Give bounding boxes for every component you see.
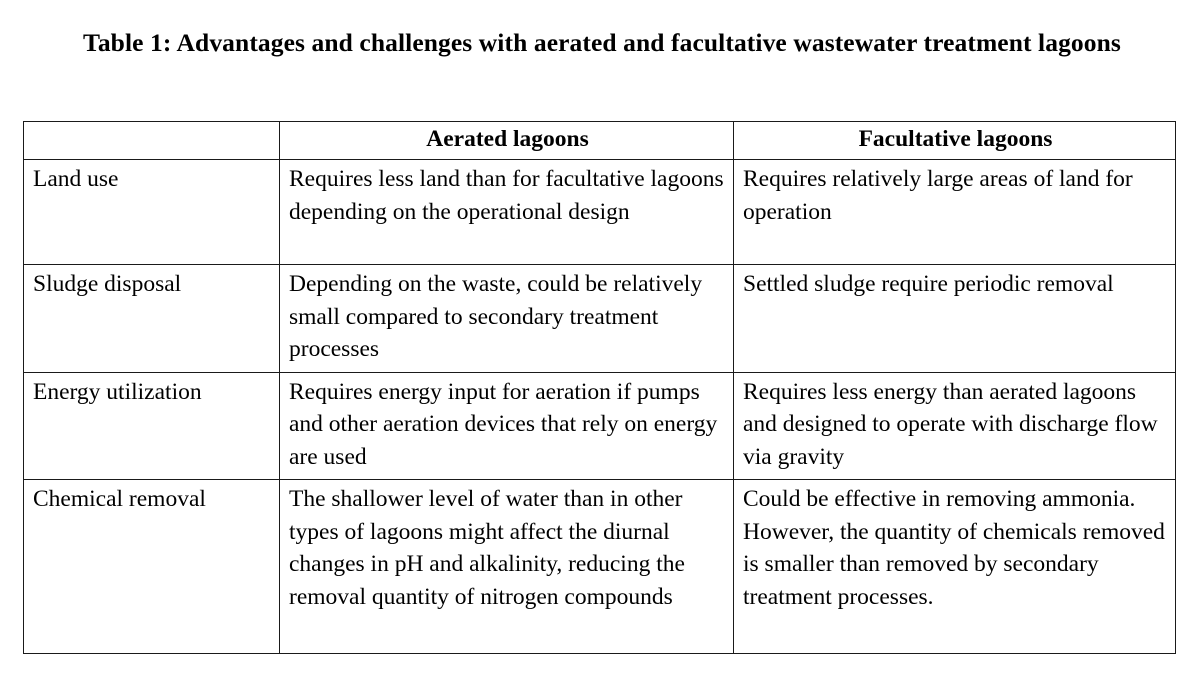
table-header bbox=[24, 122, 1176, 160]
cell-facultative-land-use: Requires relatively large areas of land for operation bbox=[734, 160, 1176, 265]
column-header-aerated: Aerated lagoons bbox=[280, 122, 734, 160]
table-row bbox=[24, 265, 1176, 373]
cell-facultative-energy-utilization: Requires less energy than aerated lagoons and designed to operate with discharge flow via gravity bbox=[734, 372, 1176, 480]
column-header-facultative: Facultative lagoons bbox=[734, 122, 1176, 160]
cell-facultative-sludge-disposal: Settled sludge require periodic removal bbox=[734, 265, 1176, 373]
row-label-energy-utilization: Energy utilization bbox=[24, 372, 280, 480]
cell-aerated-chemical-removal: The shallower level of water than in other types of lagoons might affect the diurnal changes in pH and alkalinity, reducing the removal quantity of nitrogen compounds bbox=[280, 480, 734, 654]
table-caption: Table 1: Advantages and challenges with aerated and facultative wastewater treatment lagoons bbox=[83, 28, 1121, 57]
cell-aerated-sludge-disposal: Depending on the waste, could be relatively small compared to secondary treatment processes bbox=[280, 265, 734, 373]
cell-aerated-energy-utilization: Requires energy input for aeration if pumps and other aeration devices that rely on energy are used bbox=[280, 372, 734, 480]
cell-aerated-land-use: Requires less land than for facultative lagoons depending on the operational design bbox=[280, 160, 734, 265]
table-row bbox=[24, 480, 1176, 654]
table-container bbox=[23, 121, 1175, 654]
cell-facultative-chemical-removal: Could be effective in removing ammonia. However, the quantity of chemicals removed is smaller than removed by secondary treatment processes. bbox=[734, 480, 1176, 654]
row-label-land-use: Land use bbox=[24, 160, 280, 265]
table-body bbox=[24, 160, 1176, 654]
lagoon-comparison-table bbox=[23, 121, 1176, 654]
row-label-chemical-removal: Chemical removal bbox=[24, 480, 280, 654]
column-header-criterion bbox=[24, 122, 280, 160]
table-row bbox=[24, 160, 1176, 265]
table-row bbox=[24, 372, 1176, 480]
table-header-row bbox=[24, 122, 1176, 160]
row-label-sludge-disposal: Sludge disposal bbox=[24, 265, 280, 373]
